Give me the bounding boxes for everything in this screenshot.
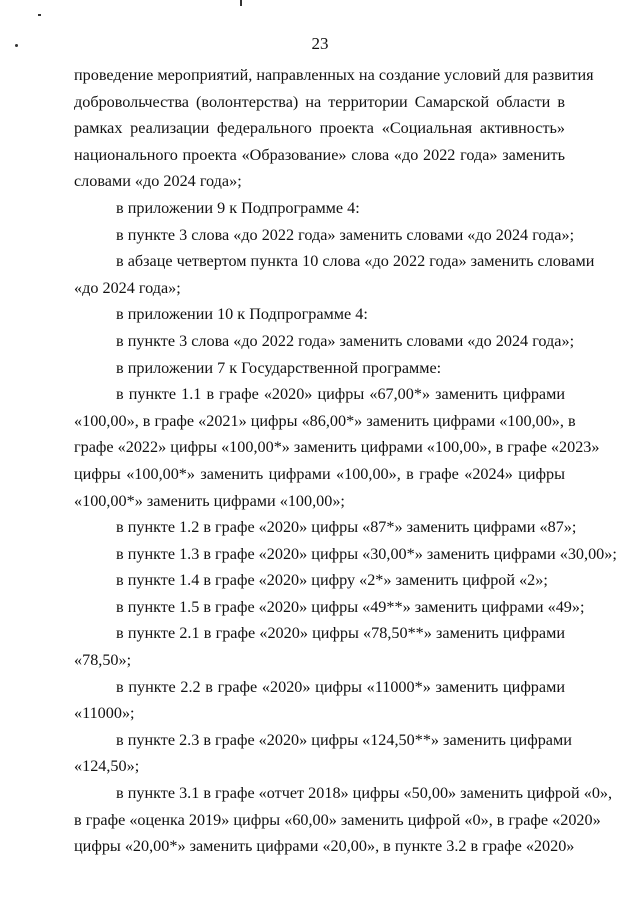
text-line: в пункте 1.4 в графе «2020» цифру «2*» заменить цифрой «2»; xyxy=(116,571,548,590)
text-line: в пункте 2.1 в графе «2020» цифры «78,50**» заменить цифрами xyxy=(116,624,565,643)
text-line: в пункте 3 слова «до 2022 года» заменить словами «до 2024 года»; xyxy=(116,225,575,244)
text-line: в пункте 1.5 в графе «2020» цифры «49**» заменить цифрами «49»; xyxy=(116,597,585,616)
text-line: в пункте 3.1 в графе «отчет 2018» цифры «50,00» заменить цифрой «0», xyxy=(116,784,613,803)
text-line: добровольчества (волонтерства) на территории Самарской области в xyxy=(74,92,565,111)
text-line: в пункте 1.2 в графе «2020» цифры «87*» заменить цифрами «87»; xyxy=(116,518,577,537)
page-number: 23 xyxy=(311,34,329,53)
text-line: «11000»; xyxy=(74,704,135,723)
text-line: в приложении 10 к Подпрограмме 4: xyxy=(116,305,368,324)
text-line: в пункте 3 слова «до 2022 года» заменить словами «до 2024 года»; xyxy=(116,331,575,350)
text-line: «78,50»; xyxy=(74,651,132,670)
text-line: рамках реализации федерального проекта «Социальная активность» xyxy=(74,119,565,138)
scan-mark xyxy=(240,0,242,6)
text-line: графе «2022» цифры «100,00*» заменить цифрами «100,00», в графе «2023» xyxy=(74,438,600,457)
text-line: цифры «100,00*» заменить цифрами «100,00», в графе «2024» цифры xyxy=(74,464,565,483)
text-line: в приложении 9 к Подпрограмме 4: xyxy=(116,198,360,217)
text-line: национального проекта «Образование» слова «до 2022 года» заменить xyxy=(74,145,565,164)
document-body xyxy=(74,62,617,860)
scan-mark xyxy=(38,14,41,16)
text-line: «100,00», в графе «2021» цифры «86,00*» заменить цифрами «100,00», в xyxy=(74,411,576,430)
text-line: цифры «20,00*» заменить цифрами «20,00», в пункте 3.2 в графе «2020» xyxy=(74,837,575,856)
text-line: в пункте 2.2 в графе «2020» цифры «11000*» заменить цифрами xyxy=(116,677,565,696)
text-line: в приложении 7 к Государственной программе: xyxy=(116,358,442,377)
text-line: в пункте 1.3 в графе «2020» цифры «30,00*» заменить цифрами «30,00»; xyxy=(116,544,617,563)
text-line: проведение мероприятий, направленных на создание условий для развития xyxy=(74,66,594,84)
text-line: в абзаце четвертом пункта 10 слова «до 2022 года» заменить словами xyxy=(116,252,595,271)
text-line: в графе «оценка 2019» цифры «60,00» заменить цифрой «0», в графе «2020» xyxy=(74,810,601,829)
text-line: «100,00*» заменить цифрами «100,00»; xyxy=(74,491,345,510)
text-line: в пункте 1.1 в графе «2020» цифры «67,00*» заменить цифрами xyxy=(116,385,565,404)
text-line: «124,50»; xyxy=(74,757,140,776)
text-line: в пункте 2.3 в графе «2020» цифры «124,50**» заменить цифрами xyxy=(116,730,572,749)
text-line: «до 2024 года»; xyxy=(74,278,181,297)
text-line: словами «до 2024 года»; xyxy=(74,172,242,191)
